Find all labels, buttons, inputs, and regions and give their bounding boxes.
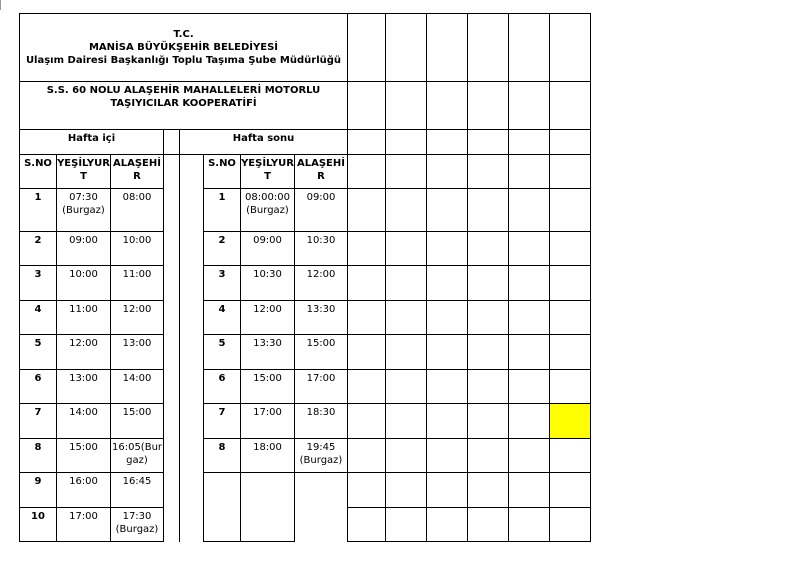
spacer-cell: [164, 155, 180, 189]
municipality-header: [20, 14, 348, 82]
empty-cell: [427, 189, 468, 232]
weekday-col-header: S.NO: [20, 155, 57, 189]
weekday-yesilyurt-time: 07:30 (Burgaz): [57, 189, 111, 232]
weekend-col-header: ALAŞEHİR: [295, 155, 348, 189]
weekend-col-header: S.NO: [204, 155, 241, 189]
weekend-yesilyurt-time: 09:00: [241, 232, 295, 266]
empty-cell: [386, 335, 427, 370]
empty-cell: [386, 14, 427, 82]
empty-cell: [509, 404, 550, 439]
edge-marker: [0, 0, 1, 10]
empty-cell: [348, 82, 386, 130]
weekend-yesilyurt-time: 17:00: [241, 404, 295, 439]
empty-cell: [468, 82, 509, 130]
empty-cell: [386, 404, 427, 439]
weekday-alasehir-time: 08:00: [111, 189, 164, 232]
empty-cell: [509, 14, 550, 82]
empty-cell: [509, 335, 550, 370]
schedule-body: [20, 14, 591, 542]
weekday-alasehir-time: 16:45: [111, 473, 164, 508]
spacer-cell: [164, 335, 180, 370]
spacer-cell: [180, 301, 204, 335]
empty-cell: [509, 301, 550, 335]
empty-cell: [550, 189, 591, 232]
empty-cell: [348, 266, 386, 301]
spacer-cell: [164, 404, 180, 439]
weekend-sno: 6: [204, 370, 241, 404]
empty-cell: [550, 508, 591, 542]
weekend-yesilyurt-time: 18:00: [241, 439, 295, 473]
empty-cell: [386, 266, 427, 301]
empty-cell: [348, 232, 386, 266]
spacer-cell: [180, 439, 204, 473]
weekday-alasehir-time: 15:00: [111, 404, 164, 439]
weekday-yesilyurt-time: 14:00: [57, 404, 111, 439]
empty-cell: [427, 14, 468, 82]
cooperative-line2: TAŞIYICILAR KOOPERATİFİ: [110, 98, 257, 109]
weekday-sno: 4: [20, 301, 57, 335]
spacer-cell: [180, 404, 204, 439]
empty-cell: [427, 130, 468, 155]
weekend-yesilyurt-time: 12:00: [241, 301, 295, 335]
empty-cell: [386, 82, 427, 130]
empty-cell: [468, 404, 509, 439]
empty-cell: [468, 14, 509, 82]
weekend-col-header: YEŞİLYURT: [241, 155, 295, 189]
weekend-sno: 5: [204, 335, 241, 370]
weekday-sno: 10: [20, 508, 57, 542]
schedule-row: [20, 266, 591, 301]
spacer-cell: [180, 508, 204, 542]
empty-cell: [468, 370, 509, 404]
weekday-col-header: ALAŞEHİR: [111, 155, 164, 189]
weekend-sno: 7: [204, 404, 241, 439]
weekday-sno: 1: [20, 189, 57, 232]
empty-cell: [468, 473, 509, 508]
empty-cell: [509, 232, 550, 266]
weekend-sno: 8: [204, 439, 241, 473]
spacer-cell: [180, 370, 204, 404]
empty-cell: [348, 14, 386, 82]
empty-cell: [386, 130, 427, 155]
weekday-label: Hafta içi: [20, 130, 164, 155]
weekday-alasehir-time: 13:00: [111, 335, 164, 370]
spacer-cell: [180, 266, 204, 301]
spacer-cell: [164, 130, 180, 155]
empty-cell: [468, 439, 509, 473]
empty-cell: [509, 155, 550, 189]
spacer-cell: [180, 155, 204, 189]
weekday-alasehir-time: 12:00: [111, 301, 164, 335]
empty-cell: [550, 266, 591, 301]
empty-cell: [509, 370, 550, 404]
empty-cell: [509, 82, 550, 130]
weekend-alasehir-time: 17:00: [295, 370, 348, 404]
empty-cell: [348, 508, 386, 542]
empty-cell: [550, 473, 591, 508]
empty-cell: [509, 473, 550, 508]
schedule-row: [20, 335, 591, 370]
empty-cell: [241, 473, 295, 542]
schedule-table: [19, 13, 591, 542]
empty-cell: [468, 232, 509, 266]
empty-cell: [550, 439, 591, 473]
weekday-alasehir-time: 17:30 (Burgaz): [111, 508, 164, 542]
weekday-alasehir-time: 11:00: [111, 266, 164, 301]
weekend-sno: 4: [204, 301, 241, 335]
empty-cell: [348, 301, 386, 335]
empty-cell: [386, 155, 427, 189]
weekday-sno: 9: [20, 473, 57, 508]
empty-cell: [386, 301, 427, 335]
empty-cell: [509, 266, 550, 301]
schedule-row: [20, 301, 591, 335]
empty-cell: [468, 508, 509, 542]
empty-cell: [550, 335, 591, 370]
weekend-alasehir-time: 18:30: [295, 404, 348, 439]
spacer-cell: [164, 439, 180, 473]
spacer-cell: [180, 335, 204, 370]
weekend-sno: 3: [204, 266, 241, 301]
empty-cell: [386, 508, 427, 542]
empty-cell: [468, 301, 509, 335]
weekday-alasehir-time: 16:05(Burgaz): [111, 439, 164, 473]
weekday-yesilyurt-time: 15:00: [57, 439, 111, 473]
cooperative-row: [20, 82, 591, 130]
empty-cell: [348, 473, 386, 508]
weekday-yesilyurt-time: 13:00: [57, 370, 111, 404]
weekday-sno: 2: [20, 232, 57, 266]
empty-cell: [468, 189, 509, 232]
weekday-alasehir-time: 10:00: [111, 232, 164, 266]
spacer-cell: [180, 473, 204, 508]
highlighted-cell: [550, 404, 591, 439]
weekend-alasehir-time: 09:00: [295, 189, 348, 232]
cooperative-line1: S.S. 60 NOLU ALAŞEHİR MAHALLELERİ MOTORLU: [46, 85, 321, 96]
header-line3: Ulaşım Dairesi Başkanlığı Toplu Taşıma Şube Müdürlüğü: [25, 55, 342, 66]
empty-cell: [427, 266, 468, 301]
empty-cell: [509, 130, 550, 155]
weekday-alasehir-time: 14:00: [111, 370, 164, 404]
weekday-sno: 8: [20, 439, 57, 473]
empty-cell: [386, 189, 427, 232]
schedule-row: [20, 232, 591, 266]
cooperative-title: [20, 82, 348, 130]
empty-cell: [427, 473, 468, 508]
header-row: [20, 14, 591, 82]
schedule-row: [20, 370, 591, 404]
empty-cell: [386, 439, 427, 473]
header-line1: T.C.: [173, 29, 194, 40]
empty-cell: [427, 370, 468, 404]
empty-cell: [427, 301, 468, 335]
weekend-yesilyurt-time: 15:00: [241, 370, 295, 404]
empty-cell: [427, 404, 468, 439]
empty-cell: [427, 82, 468, 130]
empty-cell: [468, 155, 509, 189]
weekend-alasehir-time: 19:45 (Burgaz): [295, 439, 348, 473]
weekday-yesilyurt-time: 17:00: [57, 508, 111, 542]
weekday-yesilyurt-time: 16:00: [57, 473, 111, 508]
empty-cell: [427, 335, 468, 370]
weekend-label: Hafta sonu: [180, 130, 348, 155]
empty-cell: [509, 508, 550, 542]
empty-cell: [386, 232, 427, 266]
empty-cell: [550, 130, 591, 155]
empty-cell: [427, 508, 468, 542]
spacer-cell: [164, 232, 180, 266]
spacer-cell: [164, 266, 180, 301]
empty-cell: [550, 82, 591, 130]
schedule-row: [20, 473, 591, 508]
weekend-alasehir-time: 10:30: [295, 232, 348, 266]
empty-cell: [550, 301, 591, 335]
weekday-sno: 5: [20, 335, 57, 370]
column-header-row: [20, 155, 591, 189]
empty-cell: [468, 266, 509, 301]
empty-cell: [550, 155, 591, 189]
weekday-yesilyurt-time: 12:00: [57, 335, 111, 370]
blank-area: [295, 473, 348, 542]
empty-cell: [348, 130, 386, 155]
weekday-col-header: YEŞİLYURT: [57, 155, 111, 189]
weekday-sno: 3: [20, 266, 57, 301]
weekend-sno: 2: [204, 232, 241, 266]
empty-cell: [468, 130, 509, 155]
empty-cell: [550, 14, 591, 82]
weekday-yesilyurt-time: 11:00: [57, 301, 111, 335]
header-line2: MANİSA BÜYÜKŞEHİR BELEDİYESİ: [88, 42, 279, 53]
weekday-yesilyurt-time: 09:00: [57, 232, 111, 266]
empty-cell: [550, 370, 591, 404]
spacer-cell: [164, 301, 180, 335]
empty-cell: [348, 370, 386, 404]
weekend-yesilyurt-time: 08:00:00 (Burgaz): [241, 189, 295, 232]
empty-cell: [509, 439, 550, 473]
empty-cell: [427, 155, 468, 189]
schedule-row: [20, 439, 591, 473]
spacer-cell: [164, 189, 180, 232]
spacer-cell: [164, 508, 180, 542]
empty-cell: [348, 439, 386, 473]
weekday-sno: 7: [20, 404, 57, 439]
weekend-alasehir-time: 15:00: [295, 335, 348, 370]
empty-cell: [348, 335, 386, 370]
weekend-alasehir-time: 12:00: [295, 266, 348, 301]
empty-cell: [427, 439, 468, 473]
spacer-cell: [180, 189, 204, 232]
empty-cell: [348, 155, 386, 189]
weekend-sno: 1: [204, 189, 241, 232]
empty-cell: [468, 335, 509, 370]
weekend-yesilyurt-time: 10:30: [241, 266, 295, 301]
spacer-cell: [180, 232, 204, 266]
empty-cell: [386, 473, 427, 508]
schedule-row: [20, 404, 591, 439]
empty-cell: [509, 189, 550, 232]
empty-cell: [204, 473, 241, 542]
spacer-cell: [164, 473, 180, 508]
weekend-alasehir-time: 13:30: [295, 301, 348, 335]
section-row: [20, 130, 591, 155]
spacer-cell: [164, 370, 180, 404]
empty-cell: [348, 404, 386, 439]
weekend-yesilyurt-time: 13:30: [241, 335, 295, 370]
weekday-sno: 6: [20, 370, 57, 404]
empty-cell: [386, 370, 427, 404]
weekday-yesilyurt-time: 10:00: [57, 266, 111, 301]
empty-cell: [348, 189, 386, 232]
empty-cell: [427, 232, 468, 266]
empty-cell: [550, 232, 591, 266]
schedule-row: [20, 189, 591, 232]
